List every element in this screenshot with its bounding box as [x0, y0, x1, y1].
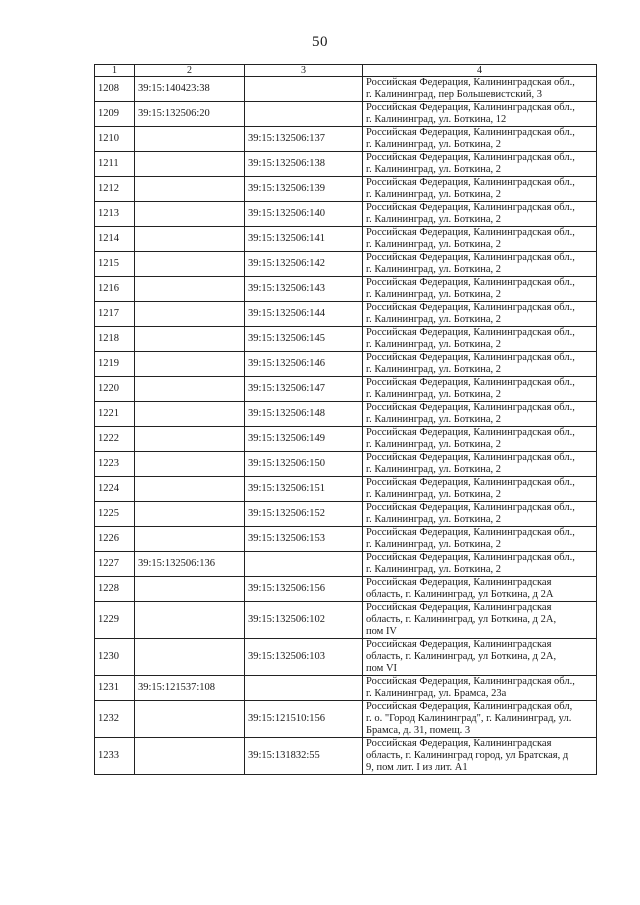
address-cell: [363, 227, 597, 252]
header-row: [95, 65, 597, 77]
address-line: г. о. "Город Калининград", г. Калининград, ул.: [366, 713, 572, 724]
row-number: 1216: [95, 277, 135, 302]
address-cell: [363, 377, 597, 402]
cadastral-number-col2: 39:15:132506:136: [135, 552, 245, 577]
cadastral-number-col3: 39:15:131832:55: [245, 738, 363, 775]
row-number: 1221: [95, 402, 135, 427]
address-line: г. Калининград, ул. Боткина, 2: [366, 389, 502, 400]
cadastral-number-col2: [135, 602, 245, 639]
cadastral-number-col2: [135, 738, 245, 775]
address-cell: [363, 352, 597, 377]
address-line: Брамса, д. 31, помещ. 3: [366, 725, 471, 736]
row-number: 1233: [95, 738, 135, 775]
row-number: 1223: [95, 452, 135, 477]
address-cell: [363, 676, 597, 701]
cadastral-number-col3: 39:15:132506:147: [245, 377, 363, 402]
address-line: г. Калининград, ул. Боткина, 2: [366, 364, 502, 375]
address-line: г. Калининград, ул. Боткина, 2: [366, 314, 502, 325]
cadastral-number-col3: [245, 676, 363, 701]
row-number: 1211: [95, 152, 135, 177]
table-row: [95, 227, 597, 252]
address-line: Российская Федерация, Калининградская обл.,: [366, 227, 575, 238]
address-line: Российская Федерация, Калининградская обл.,: [366, 202, 575, 213]
address-line: г. Калининград, ул. Боткина, 2: [366, 339, 502, 350]
address-line: Российская Федерация, Калининградская обл.,: [366, 302, 575, 313]
row-number: 1218: [95, 327, 135, 352]
cadastral-number-col3: [245, 77, 363, 102]
cadastral-number-col2: [135, 227, 245, 252]
table-row: [95, 352, 597, 377]
cadastral-number-col3: [245, 102, 363, 127]
row-number: 1219: [95, 352, 135, 377]
table-row: [95, 452, 597, 477]
row-number: 1210: [95, 127, 135, 152]
address-cell: [363, 152, 597, 177]
table-body: [95, 77, 597, 775]
address-line: Российская Федерация, Калининградская: [366, 639, 552, 650]
cadastral-number-col2: 39:15:121537:108: [135, 676, 245, 701]
address-line: г. Калининград, ул. Боткина, 2: [366, 139, 502, 150]
table-row: [95, 177, 597, 202]
cadastral-number-col3: 39:15:121510:156: [245, 701, 363, 738]
cadastral-number-col3: 39:15:132506:103: [245, 639, 363, 676]
registry-table: [94, 64, 597, 775]
cadastral-number-col3: 39:15:132506:140: [245, 202, 363, 227]
cadastral-number-col2: [135, 127, 245, 152]
header-col-2: 2: [135, 65, 245, 77]
address-line: Российская Федерация, Калининградская обл.,: [366, 402, 575, 413]
cadastral-number-col2: [135, 427, 245, 452]
address-line: г. Калининград, ул. Боткина, 2: [366, 514, 502, 525]
cadastral-number-col2: [135, 327, 245, 352]
address-line: г. Калининград, ул. Боткина, 2: [366, 539, 502, 550]
address-line: Российская Федерация, Калининградская обл.,: [366, 277, 575, 288]
address-line: Российская Федерация, Калининградская: [366, 577, 552, 588]
table-row: [95, 502, 597, 527]
address-line: область, г. Калининград, ул Боткина, д 2А,: [366, 614, 557, 625]
table-header: [95, 65, 597, 77]
address-line: Российская Федерация, Калининградская обл.,: [366, 177, 575, 188]
address-line: Российская Федерация, Калининградская обл.,: [366, 152, 575, 163]
address-cell: [363, 77, 597, 102]
address-cell: [363, 639, 597, 676]
table-row: [95, 639, 597, 676]
address-cell: [363, 127, 597, 152]
address-line: Российская Федерация, Калининградская обл.,: [366, 502, 575, 513]
cadastral-number-col2: [135, 252, 245, 277]
address-cell: [363, 552, 597, 577]
address-line: область, г. Калининград, ул Боткина, д 2А: [366, 589, 554, 600]
cadastral-number-col3: 39:15:132506:149: [245, 427, 363, 452]
row-number: 1231: [95, 676, 135, 701]
address-line: г. Калининград, ул. Боткина, 2: [366, 464, 502, 475]
address-cell: [363, 252, 597, 277]
address-line: г. Калининград, ул. Боткина, 2: [366, 564, 502, 575]
address-line: г. Калининград, ул. Боткина, 2: [366, 489, 502, 500]
cadastral-number-col2: [135, 377, 245, 402]
address-line: Российская Федерация, Калининградская обл.,: [366, 327, 575, 338]
address-cell: [363, 701, 597, 738]
cadastral-number-col2: [135, 477, 245, 502]
cadastral-number-col3: 39:15:132506:156: [245, 577, 363, 602]
row-number: 1222: [95, 427, 135, 452]
cadastral-number-col3: 39:15:132506:142: [245, 252, 363, 277]
address-cell: [363, 452, 597, 477]
address-line: Российская Федерация, Калининградская обл.,: [366, 377, 575, 388]
cadastral-number-col2: [135, 577, 245, 602]
row-number: 1228: [95, 577, 135, 602]
address-line: Российская Федерация, Калининградская обл.,: [366, 676, 575, 687]
address-line: Российская Федерация, Калининградская обл.,: [366, 352, 575, 363]
table-row: [95, 552, 597, 577]
address-line: Российская Федерация, Калининградская: [366, 738, 552, 749]
row-number: 1230: [95, 639, 135, 676]
cadastral-number-col3: 39:15:132506:146: [245, 352, 363, 377]
table-row: [95, 127, 597, 152]
cadastral-number-col2: [135, 701, 245, 738]
address-cell: [363, 477, 597, 502]
cadastral-number-col2: [135, 177, 245, 202]
address-line: г. Калининград, ул. Боткина, 2: [366, 439, 502, 450]
address-line: Российская Федерация, Калининградская обл,: [366, 701, 573, 712]
cadastral-number-col3: 39:15:132506:143: [245, 277, 363, 302]
table-row: [95, 602, 597, 639]
cadastral-number-col2: [135, 302, 245, 327]
cadastral-number-col3: 39:15:132506:141: [245, 227, 363, 252]
header-col-3: 3: [245, 65, 363, 77]
cadastral-number-col3: [245, 552, 363, 577]
cadastral-number-col2: [135, 502, 245, 527]
cadastral-number-col2: [135, 452, 245, 477]
cadastral-number-col2: [135, 402, 245, 427]
address-cell: [363, 527, 597, 552]
row-number: 1212: [95, 177, 135, 202]
address-line: область, г. Калининград, ул Боткина, д 2А,: [366, 651, 557, 662]
address-line: Российская Федерация, Калининградская обл.,: [366, 77, 575, 88]
address-line: пом IV: [366, 626, 398, 637]
address-line: г. Калининград, ул. Боткина, 2: [366, 289, 502, 300]
table-row: [95, 477, 597, 502]
address-line: г. Калининград, ул. Боткина, 2: [366, 414, 502, 425]
table-row: [95, 527, 597, 552]
row-number: 1229: [95, 602, 135, 639]
cadastral-number-col3: 39:15:132506:144: [245, 302, 363, 327]
cadastral-number-col2: 39:15:132506:20: [135, 102, 245, 127]
address-cell: [363, 427, 597, 452]
address-cell: [363, 202, 597, 227]
cadastral-number-col2: 39:15:140423:38: [135, 77, 245, 102]
row-number: 1217: [95, 302, 135, 327]
address-cell: [363, 402, 597, 427]
cadastral-number-col2: [135, 352, 245, 377]
address-line: г. Калининград, пер Большевистский, 3: [366, 89, 543, 100]
row-number: 1214: [95, 227, 135, 252]
table-row: [95, 102, 597, 127]
cadastral-number-col2: [135, 277, 245, 302]
address-line: г. Калининград, ул. Боткина, 2: [366, 164, 502, 175]
address-line: Российская Федерация, Калининградская обл.,: [366, 552, 575, 563]
address-line: Российская Федерация, Калининградская обл.,: [366, 527, 575, 538]
address-cell: [363, 177, 597, 202]
address-line: 9, пом лит. I из лит. А1: [366, 762, 468, 773]
header-col-1: 1: [95, 65, 135, 77]
address-line: Российская Федерация, Калининградская обл.,: [366, 102, 575, 113]
cadastral-number-col3: 39:15:132506:150: [245, 452, 363, 477]
cadastral-number-col2: [135, 639, 245, 676]
row-number: 1220: [95, 377, 135, 402]
header-col-4: 4: [363, 65, 597, 77]
table-row: [95, 327, 597, 352]
address-line: г. Калининград, ул. Боткина, 2: [366, 239, 502, 250]
address-line: Российская Федерация, Калининградская обл.,: [366, 427, 575, 438]
table-row: [95, 152, 597, 177]
row-number: 1213: [95, 202, 135, 227]
table-row: [95, 402, 597, 427]
row-number: 1225: [95, 502, 135, 527]
address-line: Российская Федерация, Калининградская обл.,: [366, 477, 575, 488]
address-cell: [363, 502, 597, 527]
address-line: Российская Федерация, Калининградская обл.,: [366, 452, 575, 463]
address-cell: [363, 327, 597, 352]
table-row: [95, 676, 597, 701]
row-number: 1224: [95, 477, 135, 502]
cadastral-number-col3: 39:15:132506:148: [245, 402, 363, 427]
table-row: [95, 202, 597, 227]
page-number: 50: [312, 34, 328, 50]
address-line: г. Калининград, ул. Боткина, 2: [366, 214, 502, 225]
row-number: 1232: [95, 701, 135, 738]
cadastral-number-col3: 39:15:132506:151: [245, 477, 363, 502]
address-line: г. Калининград, ул. Боткина, 2: [366, 264, 502, 275]
cadastral-number-col3: 39:15:132506:138: [245, 152, 363, 177]
address-line: Российская Федерация, Калининградская обл.,: [366, 252, 575, 263]
address-line: г. Калининград, ул. Боткина, 12: [366, 114, 507, 125]
row-number: 1209: [95, 102, 135, 127]
table-row: [95, 252, 597, 277]
table-row: [95, 377, 597, 402]
address-cell: [363, 102, 597, 127]
table-row: [95, 577, 597, 602]
address-cell: [363, 277, 597, 302]
row-number: 1215: [95, 252, 135, 277]
table-row: [95, 277, 597, 302]
cadastral-number-col3: 39:15:132506:102: [245, 602, 363, 639]
row-number: 1227: [95, 552, 135, 577]
address-line: Российская Федерация, Калининградская обл.,: [366, 127, 575, 138]
cadastral-number-col3: 39:15:132506:153: [245, 527, 363, 552]
address-line: пом VI: [366, 663, 398, 674]
cadastral-number-col3: 39:15:132506:152: [245, 502, 363, 527]
address-line: область, г. Калининград город, ул Братская, д: [366, 750, 569, 761]
table-row: [95, 427, 597, 452]
table-row: [95, 77, 597, 102]
row-number: 1226: [95, 527, 135, 552]
row-number: 1208: [95, 77, 135, 102]
address-line: Российская Федерация, Калининградская: [366, 602, 552, 613]
table-row: [95, 302, 597, 327]
address-cell: [363, 577, 597, 602]
address-cell: [363, 738, 597, 775]
table-row: [95, 701, 597, 738]
cadastral-number-col3: 39:15:132506:145: [245, 327, 363, 352]
cadastral-number-col2: [135, 202, 245, 227]
address-cell: [363, 602, 597, 639]
cadastral-number-col2: [135, 527, 245, 552]
address-line: г. Калининград, ул. Брамса, 23а: [366, 688, 507, 699]
address-cell: [363, 302, 597, 327]
table-row: [95, 738, 597, 775]
address-line: г. Калининград, ул. Боткина, 2: [366, 189, 502, 200]
cadastral-number-col3: 39:15:132506:139: [245, 177, 363, 202]
cadastral-number-col3: 39:15:132506:137: [245, 127, 363, 152]
cadastral-number-col2: [135, 152, 245, 177]
